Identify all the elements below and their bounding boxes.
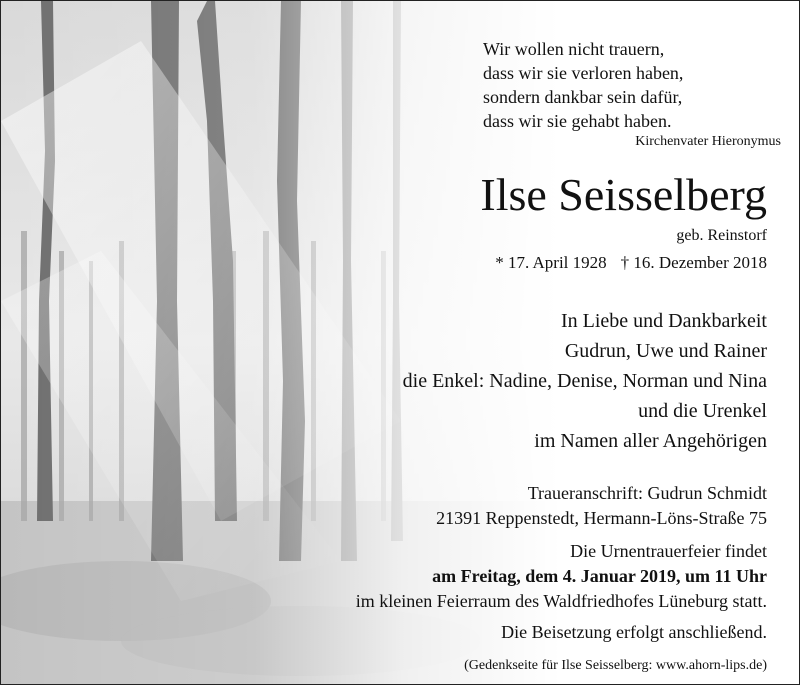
- mourners-line: und die Urenkel: [638, 400, 767, 422]
- life-dates: [495, 252, 767, 274]
- birth-name: geb. Reinstorf: [676, 227, 767, 244]
- poem-line: dass wir sie verloren haben,: [483, 63, 684, 83]
- ceremony-line: Die Urnentrauerfeier findet: [570, 541, 767, 561]
- address-line: Traueranschrift: Gudrun Schmidt: [527, 483, 767, 503]
- mourners-block: [403, 306, 767, 456]
- death-date: † 16. Dezember 2018: [620, 253, 767, 272]
- poem-line: dass wir sie gehabt haben.: [483, 111, 672, 131]
- mourners-line: In Liebe und Dankbarkeit: [560, 310, 767, 332]
- ceremony-date: am Freitag, dem 4. Januar 2019, um 11 Uhr: [432, 566, 767, 586]
- notice-body: [247, 1, 767, 684]
- poem-line: sondern dankbar sein dafür,: [483, 87, 683, 107]
- address-line: 21391 Reppenstedt, Hermann-Löns-Straße 75: [436, 508, 767, 528]
- mourners-line: die Enkel: Nadine, Denise, Norman und Nina: [402, 370, 767, 392]
- birth-date: * 17. April 1928: [495, 253, 607, 272]
- deceased-name: Ilse Seisselberg: [480, 169, 767, 220]
- mourners-line: Gudrun, Uwe und Rainer: [564, 340, 767, 362]
- burial-note: Die Beisetzung erfolgt anschließend.: [501, 622, 767, 642]
- ceremony-info: [356, 539, 767, 614]
- mourners-line: im Namen aller Angehörigen: [534, 430, 767, 452]
- ceremony-location: im kleinen Feierraum des Waldfriedhofes Lüneburg statt.: [355, 591, 767, 611]
- mourning-address: [436, 481, 767, 531]
- memorial-page-note: (Gedenkseite für Ilse Seisselberg: www.ahorn-lips.de): [464, 658, 767, 673]
- poem-line: Wir wollen nicht trauern,: [483, 39, 665, 59]
- poem-author: Kirchenvater Hieronymus: [635, 134, 781, 149]
